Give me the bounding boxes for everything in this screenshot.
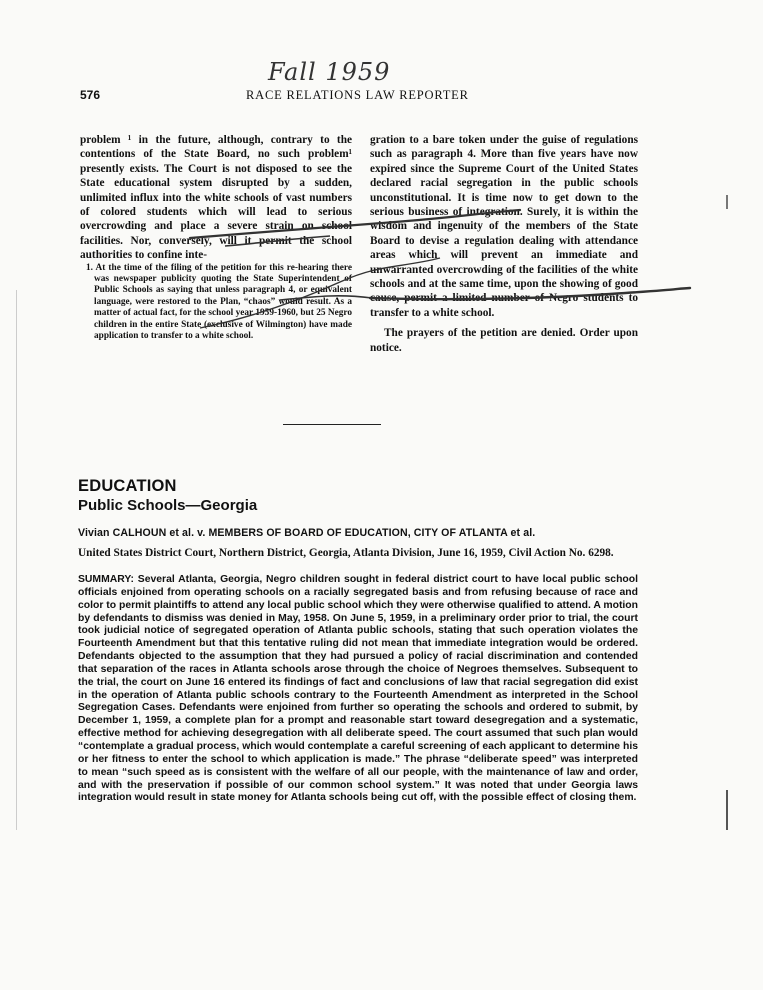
scan-speck [726,790,728,830]
scan-speck [16,290,17,830]
scan-speck [726,195,728,209]
page-number: 576 [80,88,101,102]
section-divider [283,424,381,425]
running-head: RACE RELATIONS LAW REPORTER [246,88,469,102]
summary-text: Several Atlanta, Georgia, Negro children sought in federal district court to have local public school officials enjoined from operating schools on a racially segregated basis and from refusing because of race and color to permit plaintiffs to attend any local public school which they were otherwise qualified to attend. A motion by defendants to dismiss was denied in May, 1958. On June 5, 1959, in a preliminary order prior to trial, the court took judicial notice of segregated operation of Atlanta public schools, stating that such operation violates the Fourteenth Amendment but that this tentative ruling did not mean that immediate integration would be ordered. Defendants objected to the assumption that they had pursued a policy of racial discrimination and contended that separation of the races in Atlanta schools arose through the choice of Negroes themselves. Subsequent to the trial, the court on June 16 entered its findings of fact and conclusions of law that racial segregation did exist in the operation of Atlanta public schools contrary to the Fourteenth Amendment as interpreted in the School Segregation Cases. Defendants were enjoined from further so operating the schools and ordered to submit, by December 1, 1959, a complete plan for a prompt and reasonable start toward desegregation and a systematic, effective method for achieving desegregation with all deliberate speed. The court assumed that such plan would “contemplate a gradual process, which would contemplate a careful screening of each applicant to determine his or her fitness to enter the school to which application is made.” The phrase “deliberate speed” was interpreted to mean “such speed as is consistent with the welfare of all our people, with the maintenance of law and order, and with the preservation if possible of our common school system.” It was noted that under Georgia laws integration would result in state money for Atlanta schools being cut off, with the possible effect of closing them. [78,574,638,804]
section-subheading: Public Schools—Georgia [78,497,258,514]
right-column-paragraph-2: The prayers of the petition are denied. Order upon notice. [370,327,638,354]
right-column [370,133,638,355]
left-column-paragraph: problem ¹ in the future, although, contrary to the contentions of the State Board, no such problem¹ presently exists. The Court is not disposed to see the State educational system disrupted by a sudden, unlimited influx into the white schools of vast numbers of colored students which will lead to serious overcrowding and place a severe strain on school facilities. Nor, conversely, will it permit the school authorities to confine inte- [80,134,352,262]
right-column-paragraph-1: gration to a bare token under the guise of regulations such as paragraph 4. More than five years have now expired since the Supreme Court of the United States declared racial segregation in the public schools unconstitutional. It is time now to get down to the serious business of integration. Surely, it is within the wisdom and ingenuity of the members of the State Board to devise a regulation dealing with attendance areas which will prevent an immediate and unwarranted overcrowding of the facilities of the white schools and at the same time, upon the showing of good cause, permit a limited number of Negro students to transfer to a white school. [370,134,638,319]
case-title: Vivian CALHOUN et al. v. MEMBERS OF BOARD OF EDUCATION, CITY OF ATLANTA et al. [78,527,536,539]
footnote: 1. At the time of the filing of the petition for this re-hearing there was newspaper publicity quoting the State Superintendent of Public Schools as saying that unless paragraph 4, or equivalent language, were restored to the Plan, “chaos” would result. As a matter of actual fact, for the school year 1959-1960, but 25 Negro children in the entire State (exclusive of Wilmington) have made application to transfer to a white school. [86,262,352,342]
case-summary [78,574,638,805]
handwritten-date-note: Fall 1959 [268,58,391,86]
section-heading: EDUCATION [78,477,177,495]
court-info: United States District Court, Northern District, Georgia, Atlanta Division, June 16, 1959, Civil Action No. 6298. [78,547,614,559]
summary-label: SUMMARY: [78,574,134,585]
left-column [80,133,352,343]
